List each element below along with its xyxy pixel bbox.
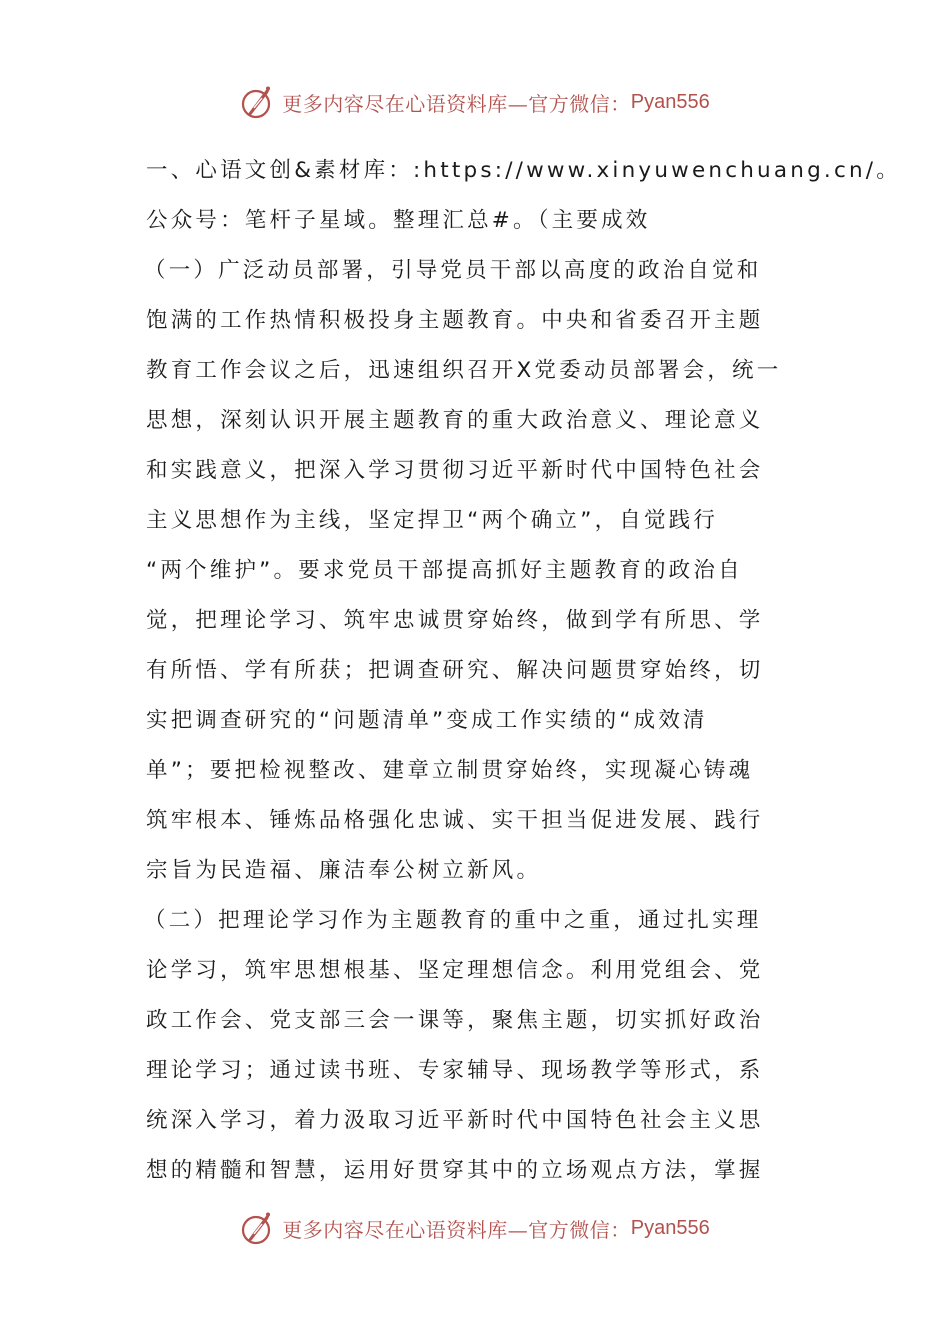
- body-line: 饱满的工作热情积极投身主题教育。中央和省委召开主题: [146, 308, 764, 333]
- body-line: 公众号：笔杆子星域。整理汇总#。（主要成效: [146, 208, 651, 233]
- banner-text: 更多内容尽在心语资料库—官方微信：: [282, 1217, 631, 1242]
- body-line: 和实践意义，把深入学习贯彻习近平新时代中国特色社会: [146, 458, 764, 483]
- body-line: 单”；要把检视整改、建章立制贯穿始终，实现凝心铸魂: [146, 758, 754, 783]
- body-line: （二）把理论学习作为主题教育的重中之重，通过扎实理: [144, 908, 762, 933]
- body-line: 筑牢根本、锤炼品格强化忠诚、实干担当促进发展、践行: [146, 808, 764, 833]
- body-line: 统深入学习，着力汲取习近平新时代中国特色社会主义思: [146, 1108, 764, 1133]
- body-line: 理论学习；通过读书班、专家辅导、现场教学等形式，系: [146, 1058, 764, 1083]
- body-line: （一）广泛动员部署，引导党员干部以高度的政治自觉和: [144, 258, 762, 283]
- header-banner: [0, 82, 950, 122]
- body-line: 教育工作会议之后，迅速组织召开X党委动员部署会，统一: [146, 358, 782, 383]
- body-line: 想的精髓和智慧，运用好贯穿其中的立场观点方法，掌握: [146, 1158, 764, 1183]
- footer-banner: [0, 1208, 950, 1248]
- banner-text: 更多内容尽在心语资料库—官方微信：: [282, 91, 631, 116]
- body-line: 政工作会、党支部三会一课等，聚焦主题，切实抓好政治: [146, 1008, 764, 1033]
- banner-wechat-handle: Pyan556: [630, 90, 710, 113]
- body-line: 主义思想作为主线，坚定捍卫“两个确立”，自觉践行: [146, 508, 719, 533]
- body-line: 觉，把理论学习、筑牢忠诚贯穿始终，做到学有所思、学: [146, 608, 764, 633]
- banner-wechat-handle: Pyan556: [630, 1216, 710, 1239]
- body-line: 论学习，筑牢思想根基、坚定理想信念。利用党组会、党: [146, 958, 764, 983]
- body-line: 宗旨为民造福、廉洁奉公树立新风。: [146, 858, 542, 883]
- body-line: 实把调查研究的“问题清单”变成工作实绩的“成效清: [146, 708, 708, 733]
- quill-pen-logo-icon: [240, 84, 276, 120]
- body-line: 有所悟、学有所获；把调查研究、解决问题贯穿始终，切: [146, 658, 764, 683]
- body-line: 思想，深刻认识开展主题教育的重大政治意义、理论意义: [146, 408, 764, 433]
- quill-pen-logo-icon: [240, 1210, 276, 1246]
- body-line: 一、心语文创&素材库：:https://www.xinyuwenchuang.cn/。: [146, 158, 901, 183]
- body-line: “两个维护”。要求党员干部提高抓好主题教育的政治自: [146, 558, 743, 583]
- document-body: [144, 146, 901, 1196]
